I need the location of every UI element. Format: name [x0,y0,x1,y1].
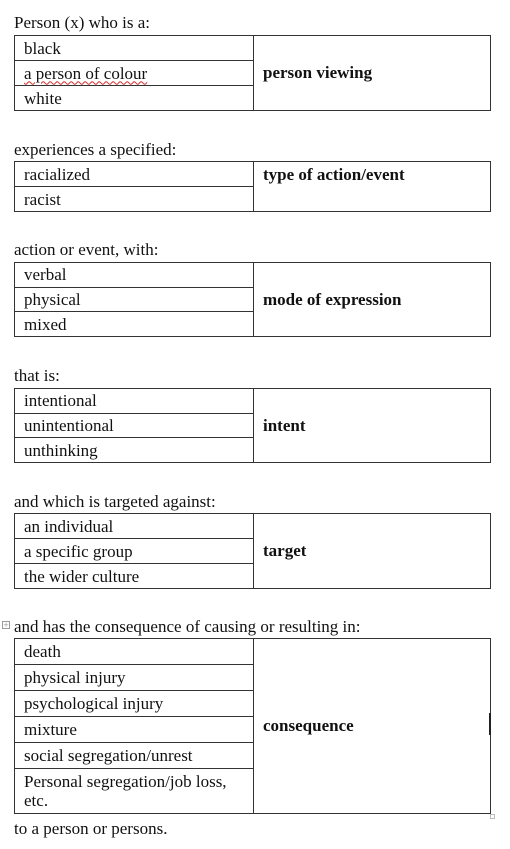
option-mixture: mixture [15,717,253,743]
category-target: target [263,541,307,560]
intro-person: Person (x) who is a: [14,13,150,32]
options-column [15,36,254,110]
options-column [15,162,254,211]
options-column [15,514,254,588]
table-person-viewing [14,35,491,111]
category-type-of-action: type of action/event [263,165,405,184]
option-mixed: mixed [24,314,67,334]
option-unintentional: unintentional [15,414,253,439]
option-physical-injury: physical injury [15,665,253,691]
options-column [15,639,254,813]
options-column [15,389,254,462]
category-mode-of-expression: mode of expression [263,289,402,309]
option-unthinking: unthinking [24,440,98,460]
option-social-segregation: social segregation/unrest [15,743,253,769]
option-verbal: verbal [15,263,253,288]
option-psychological-injury: psychological injury [15,691,253,717]
table-consequence [14,638,491,814]
option-personal-segregation: Personal segregation/job loss, etc. [24,772,227,810]
table-type-of-action [14,161,491,212]
table-target [14,513,491,589]
column-resize-cursor[interactable] [489,713,491,735]
intro-consequence: and has the consequence of causing or resulting in: [14,617,361,636]
option-individual: an individual [15,514,253,539]
intro-mode: action or event, with: [14,240,159,259]
option-intentional: intentional [15,389,253,414]
option-death: death [15,639,253,665]
option-person-of-colour-label: a person of colour [24,63,148,83]
category-consequence: consequence [263,716,354,735]
option-wider-culture: the wider culture [24,566,140,586]
table-move-handle-icon[interactable]: + [3,621,9,629]
options-column [15,263,254,336]
option-racist: racist [24,189,61,209]
option-physical: physical [15,288,253,313]
category-person-viewing: person viewing [263,63,373,82]
table-mode-of-expression [14,262,491,337]
table-intent [14,388,491,463]
table-resize-handle[interactable] [490,814,495,819]
closing-text: to a person or persons. [14,819,168,838]
category-intent: intent [263,415,306,435]
intro-intent: that is: [14,366,60,385]
option-white: white [24,88,62,108]
intro-target: and which is targeted against: [14,492,216,511]
option-racialized: racialized [15,162,253,187]
intro-type: experiences a specified: [14,140,177,159]
option-black: black [15,36,253,61]
option-specific-group: a specific group [15,539,253,564]
option-person-of-colour [15,61,253,86]
